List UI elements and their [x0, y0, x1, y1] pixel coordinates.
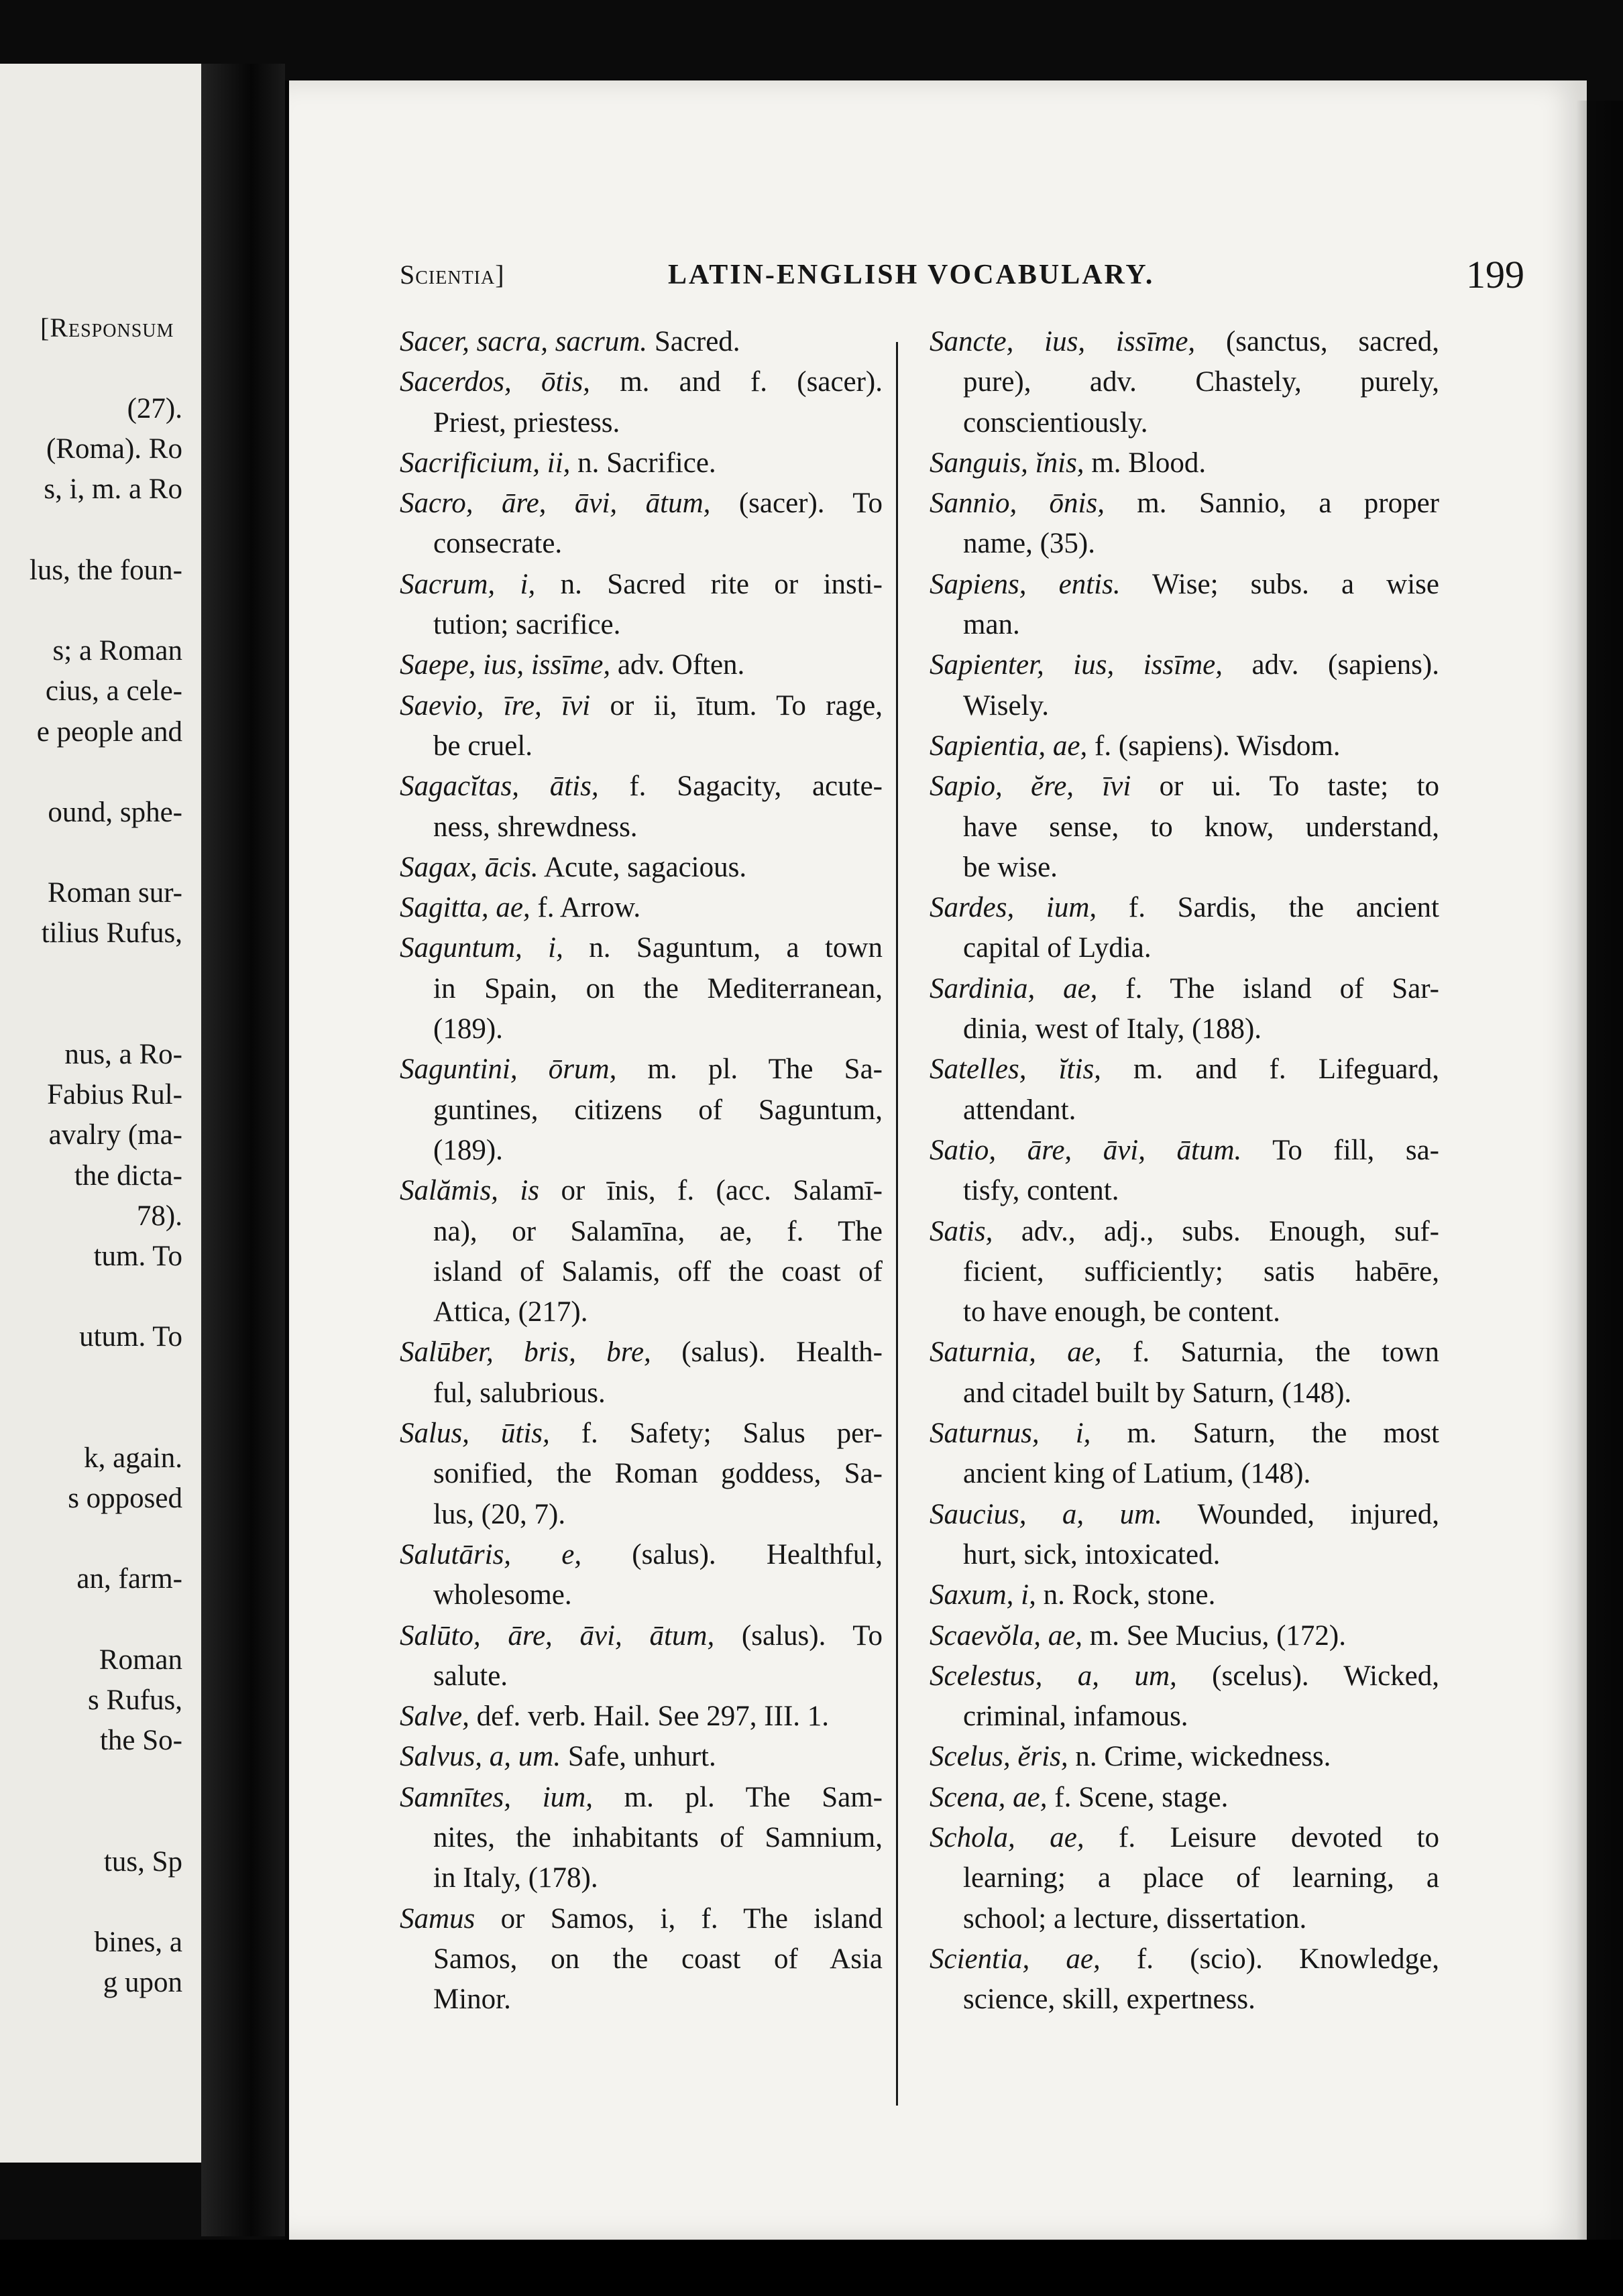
previous-page-line: the So-: [99, 1725, 182, 1757]
entry-continuation-line: (189).: [433, 1013, 503, 1045]
entry-first-line: [930, 1332, 1439, 1373]
definition-text: Acute, sagacious.: [538, 851, 747, 883]
definition-text: adv. (sapiens).: [1222, 649, 1439, 681]
entry-first-line: [930, 565, 1439, 605]
headword: Salve,: [400, 1701, 469, 1733]
vocabulary-entry: [930, 1939, 1439, 2020]
entry-continuation-line: be wise.: [963, 851, 1058, 883]
previous-page-line: Roman: [99, 1644, 182, 1676]
headword: Sacerdos, ōtis,: [400, 366, 590, 398]
page-edge-shadow: [1576, 101, 1623, 2246]
previous-page-line: [0, 510, 182, 551]
previous-page-line: lus, the foun-: [29, 554, 182, 586]
previous-page: [0, 64, 204, 2163]
entry-first-line: [400, 1697, 883, 1737]
previous-page-line: [0, 994, 182, 1035]
vocabulary-entry: [930, 1131, 1439, 1212]
entry-continuation-line: criminal, infamous.: [963, 1701, 1188, 1733]
headword: Satelles, ĭtis,: [930, 1053, 1101, 1086]
entry-first-line: [930, 969, 1439, 1009]
previous-page-line: s; a Roman: [52, 635, 182, 667]
vocabulary-entry: [400, 1332, 883, 1414]
entry-first-line: [930, 1575, 1439, 1615]
definition-text: n. Sacrifice.: [570, 447, 716, 479]
headword: Salvus, a, um.: [400, 1741, 561, 1773]
entry-continuation-line: consecrate.: [433, 528, 563, 560]
entry-continuation-line: sonified, the Roman goddess, Sa-: [433, 1458, 883, 1490]
entry-continuation-line: have sense, to know, understand,: [963, 811, 1439, 843]
entry-continuation-line: Wisely.: [963, 689, 1050, 722]
entry-continuation-line: school; a lecture, dissertation.: [963, 1902, 1307, 1935]
previous-page-line: Roman sur-: [48, 877, 182, 909]
entry-first-line: [930, 1049, 1439, 1090]
vocabulary-entry: [400, 1049, 883, 1171]
previous-page-line: 78).: [136, 1200, 182, 1232]
definition-text: f. The island of Sar-: [1097, 972, 1439, 1005]
entry-first-line: [930, 322, 1439, 362]
entry-continuation-line: salute.: [433, 1660, 508, 1692]
vocabulary-entry: [930, 969, 1439, 1050]
vocabulary-entry: [930, 1818, 1439, 1939]
vocabulary-entry: [400, 848, 883, 888]
entry-first-line: [930, 1737, 1439, 1777]
previous-page-line: s Rufus,: [88, 1684, 182, 1716]
definition-text: (scelus). Wicked,: [1176, 1660, 1439, 1692]
vocabulary-entry: [930, 1616, 1439, 1656]
definition-text: or Samos, i, f. The island: [475, 1902, 883, 1935]
headword: Scientia, ae,: [930, 1943, 1101, 1975]
entry-continuation-line: na), or Salamīna, ae, f. The: [433, 1215, 883, 1247]
previous-page-line: [0, 1761, 182, 1801]
headword: Saturnus, i,: [930, 1418, 1091, 1450]
running-header: [400, 253, 1623, 300]
entry-continuation-line: Samos, on the coast of Asia: [433, 1943, 883, 1975]
headword: Scelus, ĕris,: [930, 1741, 1068, 1773]
previous-page-line: tilius Rufus,: [41, 917, 182, 950]
vocabulary-entry: [400, 362, 883, 443]
entry-first-line: [400, 766, 883, 807]
vocabulary-entry: [400, 1414, 883, 1535]
entry-continuation-line: Minor.: [433, 1984, 511, 2016]
entry-continuation-line: learning; a place of learning, a: [963, 1862, 1439, 1894]
entry-continuation-line: wholesome.: [433, 1579, 572, 1611]
entry-first-line: [930, 1656, 1439, 1697]
definition-text: n. Sacred rite or insti-: [535, 568, 883, 600]
headword: Samus: [400, 1902, 475, 1935]
headword: Samnītes, ium,: [400, 1781, 593, 1813]
vocabulary-entry: [930, 483, 1439, 565]
definition-text: (salus). To: [714, 1619, 883, 1652]
headword: Sapientia, ae,: [930, 730, 1088, 762]
previous-page-line: cius, a cele-: [45, 675, 182, 707]
definition-text: or ui. To taste; to: [1131, 770, 1439, 803]
entry-continuation-line: hurt, sick, intoxicated.: [963, 1538, 1221, 1570]
column-divider: [896, 342, 898, 2106]
definition-text: m. Sannio, a proper: [1104, 487, 1439, 520]
definition-text: m. Blood.: [1084, 447, 1207, 479]
entry-continuation-line: tisfy, content.: [963, 1175, 1119, 1207]
definition-text: n. Rock, stone.: [1036, 1579, 1216, 1611]
previous-page-running-head: [Responsum: [40, 312, 174, 343]
previous-page-line: [0, 1358, 182, 1398]
entry-first-line: [400, 1049, 883, 1090]
entry-first-line: [400, 1535, 883, 1575]
previous-page-line: an, farm-: [76, 1563, 182, 1595]
entry-continuation-line: and citadel built by Saturn, (148).: [963, 1377, 1352, 1409]
entry-first-line: [930, 766, 1439, 807]
entry-continuation-line: pure), adv. Chastely, purely,: [963, 366, 1439, 398]
previous-page-line: (27).: [127, 393, 182, 424]
entry-continuation-line: tution; sacrifice.: [433, 609, 621, 641]
previous-page-line: [0, 1519, 182, 1559]
headword: Saguntum, i,: [400, 932, 563, 964]
entry-first-line: [400, 1414, 883, 1454]
headword: Salūto, āre, āvi, ātum,: [400, 1619, 715, 1652]
scan-bottom-border: [0, 2240, 1623, 2296]
entry-continuation-line: science, skill, expertness.: [963, 1984, 1255, 2016]
definition-text: f. Scene, stage.: [1047, 1781, 1229, 1813]
headword: Sapio, ĕre, īvi: [930, 770, 1131, 803]
entry-first-line: [400, 1332, 883, 1373]
entry-first-line: [400, 1616, 883, 1656]
previous-page-line: (Roma). Ro: [46, 433, 182, 465]
entry-first-line: [930, 483, 1439, 524]
entry-continuation-line: Attica, (217).: [433, 1296, 588, 1328]
vocabulary-entry: [400, 322, 883, 362]
previous-page-line: k, again.: [84, 1442, 182, 1474]
headword: Sardes, ium,: [930, 892, 1097, 924]
previous-page-line: [0, 1398, 182, 1438]
previous-page-line: [0, 1802, 182, 1842]
running-head-title: LATIN-ENGLISH VOCABULARY.: [668, 260, 1155, 290]
previous-page-line: [0, 591, 182, 631]
vocabulary-entry: [400, 483, 883, 565]
vocabulary-entry: [930, 1656, 1439, 1737]
entry-first-line: [930, 888, 1439, 928]
vocabulary-entry: [400, 1697, 883, 1737]
entry-first-line: [930, 1414, 1439, 1454]
previous-page-line: ound, sphe-: [48, 796, 182, 828]
headword: Sapiens, entis.: [930, 568, 1121, 600]
vocabulary-entry: [930, 1495, 1439, 1576]
definition-text: m. and f. Lifeguard,: [1101, 1053, 1439, 1086]
definition-text: m. Saturn, the most: [1090, 1418, 1439, 1450]
definition-text: f. Sardis, the ancient: [1097, 892, 1439, 924]
headword: Sacro, āre, āvi, ātum,: [400, 487, 711, 520]
headword: Saucius, a, um.: [930, 1498, 1162, 1530]
vocabulary-entry: [930, 443, 1439, 483]
entry-first-line: [400, 645, 883, 685]
vocabulary-entry: [930, 565, 1439, 646]
definition-text: n. Crime, wickedness.: [1068, 1741, 1331, 1773]
entry-continuation-line: (189).: [433, 1134, 503, 1166]
definition-text: n. Saguntum, a town: [563, 932, 883, 964]
definition-text: Wounded, injured,: [1162, 1498, 1439, 1530]
headword: Sagax, ācis.: [400, 851, 539, 883]
entry-continuation-line: ficient, sufficiently; satis habēre,: [963, 1255, 1439, 1287]
headword: Salūber, bris, bre,: [400, 1336, 651, 1369]
definition-text: f. Safety; Salus per-: [549, 1418, 883, 1450]
headword: Sannio, ōnis,: [930, 487, 1105, 520]
headword: Schola, ae,: [930, 1821, 1084, 1853]
definition-text: Wise; subs. a wise: [1120, 568, 1439, 600]
vocabulary-entry: [930, 766, 1439, 888]
vocabulary-entry: [930, 1414, 1439, 1495]
previous-page-line: s opposed: [68, 1483, 182, 1515]
definition-text: (sanctus, sacred,: [1195, 326, 1439, 357]
dictionary-page: [285, 80, 1587, 2240]
entry-continuation-line: in Italy, (178).: [433, 1862, 598, 1894]
headword: Saguntini, ōrum,: [400, 1053, 617, 1086]
vocabulary-entry: [400, 1616, 883, 1697]
definition-text: m. pl. The Sam-: [592, 1781, 883, 1813]
entry-first-line: [400, 362, 883, 402]
previous-page-line: [0, 954, 182, 994]
previous-page-line: avalry (ma-: [48, 1119, 182, 1151]
headword: Salutāris, e,: [400, 1538, 582, 1570]
entry-continuation-line: man.: [963, 609, 1020, 641]
previous-page-line: [0, 1277, 182, 1317]
definition-text: f. Sagacity, acute-: [598, 770, 883, 803]
entry-first-line: [930, 1131, 1439, 1171]
previous-page-line: s, i, m. a Ro: [44, 473, 182, 506]
definition-text: adv., adj., subs. Enough, suf-: [993, 1215, 1439, 1247]
entry-continuation-line: to have enough, be content.: [963, 1296, 1280, 1328]
entry-continuation-line: capital of Lydia.: [963, 932, 1152, 964]
previous-page-text: [0, 389, 182, 2004]
entry-first-line: [400, 443, 883, 483]
headword: Scena, ae,: [930, 1781, 1048, 1813]
definition-text: f. (sapiens). Wisdom.: [1087, 730, 1341, 762]
entry-first-line: [930, 1616, 1439, 1656]
vocabulary-entry: [930, 1049, 1439, 1131]
vocabulary-entry: [930, 1332, 1439, 1414]
headword: Sapienter, ius, issīme,: [930, 649, 1223, 681]
definition-text: adv. Often.: [610, 649, 745, 681]
entry-first-line: [930, 726, 1439, 766]
entry-first-line: [400, 1737, 883, 1777]
entry-first-line: [400, 483, 883, 524]
vocabulary-entry: [400, 1171, 883, 1332]
definition-text: f. Saturnia, the town: [1101, 1336, 1439, 1369]
definition-text: (salus). Health-: [651, 1336, 883, 1369]
entry-first-line: [930, 1495, 1439, 1535]
entry-continuation-line: ness, shrewdness.: [433, 811, 638, 843]
previous-page-line: the dicta-: [74, 1159, 182, 1192]
headword: Salus, ūtis,: [400, 1418, 550, 1450]
definition-text: def. verb. Hail. See 297, III. 1.: [469, 1701, 830, 1733]
entry-continuation-line: island of Salamis, off the coast of: [433, 1255, 883, 1287]
definition-text: f. (scio). Knowledge,: [1100, 1943, 1439, 1975]
entry-first-line: [400, 928, 883, 968]
previous-page-line: [0, 752, 182, 793]
entry-first-line: [400, 1171, 883, 1211]
entry-continuation-line: Priest, priestess.: [433, 406, 620, 439]
vocabulary-entry: [930, 1212, 1439, 1333]
previous-page-line: utum. To: [79, 1321, 182, 1353]
headword: Sagitta, ae,: [400, 892, 530, 924]
vocabulary-column-right: [930, 322, 1439, 2020]
entry-continuation-line: name, (35).: [963, 528, 1096, 560]
vocabulary-entry: [930, 322, 1439, 443]
entry-first-line: [930, 1778, 1439, 1818]
entry-first-line: [400, 848, 883, 888]
entry-continuation-line: in Spain, on the Mediterranean,: [433, 972, 883, 1005]
definition-text: or ii, ītum. To rage,: [590, 689, 883, 722]
vocabulary-entry: [930, 1778, 1439, 1818]
entry-first-line: [400, 1778, 883, 1818]
headword: Saevio, īre, īvi: [400, 689, 591, 722]
vocabulary-entry: [400, 645, 883, 685]
vocabulary-entry: [930, 645, 1439, 726]
headword: Sacrum, i,: [400, 568, 536, 600]
entry-first-line: [400, 888, 883, 928]
vocabulary-entry: [400, 443, 883, 483]
vocabulary-entry: [400, 686, 883, 767]
definition-text: (salus). Healthful,: [581, 1538, 883, 1570]
entry-continuation-line: dinia, west of Italy, (188).: [963, 1013, 1262, 1045]
headword: Saepe, ius, issīme,: [400, 649, 611, 681]
previous-page-line: tum. To: [93, 1240, 182, 1272]
vocabulary-entry: [400, 766, 883, 848]
vocabulary-entry: [930, 888, 1439, 969]
running-head-left: Scientia]: [400, 260, 505, 290]
entry-continuation-line: attendant.: [963, 1094, 1076, 1126]
entry-continuation-line: lus, (20, 7).: [433, 1498, 566, 1530]
definition-text: m. pl. The Sa-: [616, 1053, 883, 1086]
entry-first-line: [930, 1212, 1439, 1252]
previous-page-line: [0, 1600, 182, 1640]
vocabulary-entry: [400, 1778, 883, 1899]
definition-text: or īnis, f. (acc. Salamī-: [539, 1175, 883, 1207]
vocabulary-entry: [400, 1899, 883, 2020]
entry-continuation-line: guntines, citizens of Saguntum,: [433, 1094, 883, 1126]
previous-page-line: bines, a: [94, 1927, 182, 1959]
entry-first-line: [930, 1939, 1439, 1979]
vocabulary-entry: [930, 1737, 1439, 1777]
vocabulary-entry: [400, 1535, 883, 1616]
previous-page-line: [0, 833, 182, 873]
previous-page-line: [0, 1882, 182, 1922]
entry-first-line: [930, 443, 1439, 483]
previous-page-line: e people and: [36, 715, 182, 748]
vocabulary-entry: [930, 1575, 1439, 1615]
headword: Satis,: [930, 1215, 993, 1247]
book-gutter: [201, 64, 285, 2236]
headword: Sanguis, ĭnis,: [930, 447, 1084, 479]
previous-page-line: tus, Sp: [103, 1845, 182, 1878]
entry-first-line: [400, 322, 883, 362]
entry-first-line: [930, 1818, 1439, 1858]
headword: Sacrificium, ii,: [400, 447, 571, 479]
definition-text: f. Arrow.: [530, 892, 641, 924]
headword: Salămis, is: [400, 1175, 540, 1207]
headword: Sancte, ius, issīme,: [930, 326, 1196, 357]
vocabulary-entry: [930, 726, 1439, 766]
definition-text: Sacred.: [647, 326, 740, 357]
headword: Scelestus, a, um,: [930, 1660, 1177, 1692]
definition-text: m. and f. (sacer).: [590, 366, 883, 398]
definition-text: (sacer). To: [710, 487, 883, 520]
headword: Saturnia, ae,: [930, 1336, 1102, 1369]
headword: Sacer, sacra, sacrum.: [400, 326, 648, 357]
entry-continuation-line: conscientiously.: [963, 406, 1148, 439]
previous-page-line: g upon: [103, 1967, 182, 1999]
vocabulary-entry: [400, 928, 883, 1049]
headword: Sardinia, ae,: [930, 972, 1098, 1005]
entry-first-line: [400, 686, 883, 726]
entry-continuation-line: be cruel.: [433, 730, 533, 762]
headword: Sagacĭtas, ātis,: [400, 770, 599, 803]
entry-continuation-line: nites, the inhabitants of Samnium,: [433, 1821, 883, 1853]
entry-first-line: [400, 565, 883, 605]
previous-page-line: Fabius Rul-: [47, 1079, 182, 1111]
definition-text: m. See Mucius, (172).: [1082, 1619, 1346, 1652]
previous-page-line: nus, a Ro-: [64, 1039, 182, 1070]
definition-text: f. Leisure devoted to: [1084, 1821, 1439, 1853]
entry-first-line: [930, 645, 1439, 685]
entry-continuation-line: ancient king of Latium, (148).: [963, 1458, 1311, 1490]
vocabulary-entry: [400, 1737, 883, 1777]
vocabulary-column-left: [400, 322, 883, 2020]
entry-first-line: [400, 1899, 883, 1939]
headword: Scaevŏla, ae,: [930, 1619, 1083, 1652]
definition-text: Safe, unhurt.: [561, 1741, 716, 1773]
definition-text: To fill, sa-: [1241, 1134, 1439, 1166]
entry-continuation-line: ful, salubrious.: [433, 1377, 606, 1409]
headword: Saxum, i,: [930, 1579, 1036, 1611]
page-number: 199: [1466, 253, 1524, 296]
vocabulary-entry: [400, 565, 883, 646]
headword: Satio, āre, āvi, ātum.: [930, 1134, 1242, 1166]
vocabulary-entry: [400, 888, 883, 928]
